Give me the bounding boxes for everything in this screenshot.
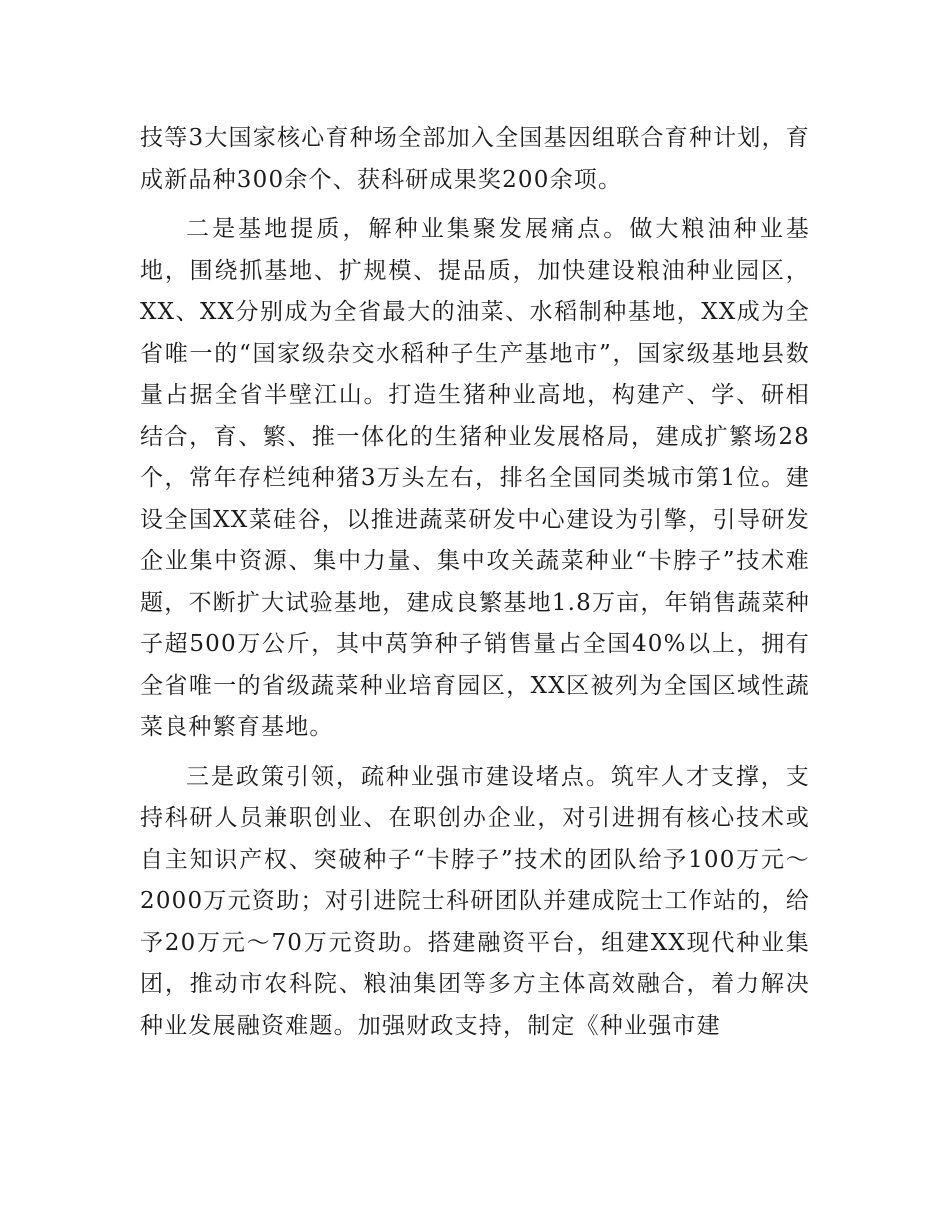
paragraph-base-quality: 二是基地提质，解种业集聚发展痛点。做大粮油种业基地，围绕抓基地、扩规模、提品质，加快建设粮油种业园区，XX、XX分别成为全省最大的油菜、水稻制种基地，XX成为全省唯一的“国家级杂交水稻种子生产基地市”，国家级基地县数量占据全省半壁江山。打造生猪种业高地，构建产、学、研相结合，育、繁、推一体化的生猪种业发展格局，建成扩繁场28个，常年存栏纯种猪3万头左右，排名全国同类城市第1位。建设全国XX菜硅谷，以推进蔬菜研发中心建设为引擎，引导研发企业集中资源、集中力量、集中攻关蔬菜种业“卡脖子”技术难题，不断扩大试验基地，建成良繁基地1.8万亩，年销售蔬菜种子超500万公斤，其中莴笋种子销售量占全国40%以上，拥有全省唯一的省级蔬菜种业培育园区，XX区被列为全国区域性蔬菜良种繁育基地。: [140, 216, 810, 740]
document-body: [140, 118, 810, 1055]
paragraph-policy-guidance: 三是政策引领，疏种业强市建设堵点。筑牢人才支撑，支持科研人员兼职创业、在职创办企业，对引进拥有核心技术或自主知识产权、突破种子“卡脖子”技术的团队给予100万元～2000万元资助；对引进院士科研团队并建成院士工作站的，给予20万元～70万元资助。搭建融资平台，组建XX现代种业集团，推动市农科院、粮油集团等多方主体高效融合，着力解决种业发展融资难题。加强财政支持，制定《种业强市建: [140, 763, 810, 1039]
paragraph-continuation: 技等3大国家核心育种场全部加入全国基因组联合育种计划，育成新品种300余个、获科研成果奖200余项。: [140, 125, 810, 193]
